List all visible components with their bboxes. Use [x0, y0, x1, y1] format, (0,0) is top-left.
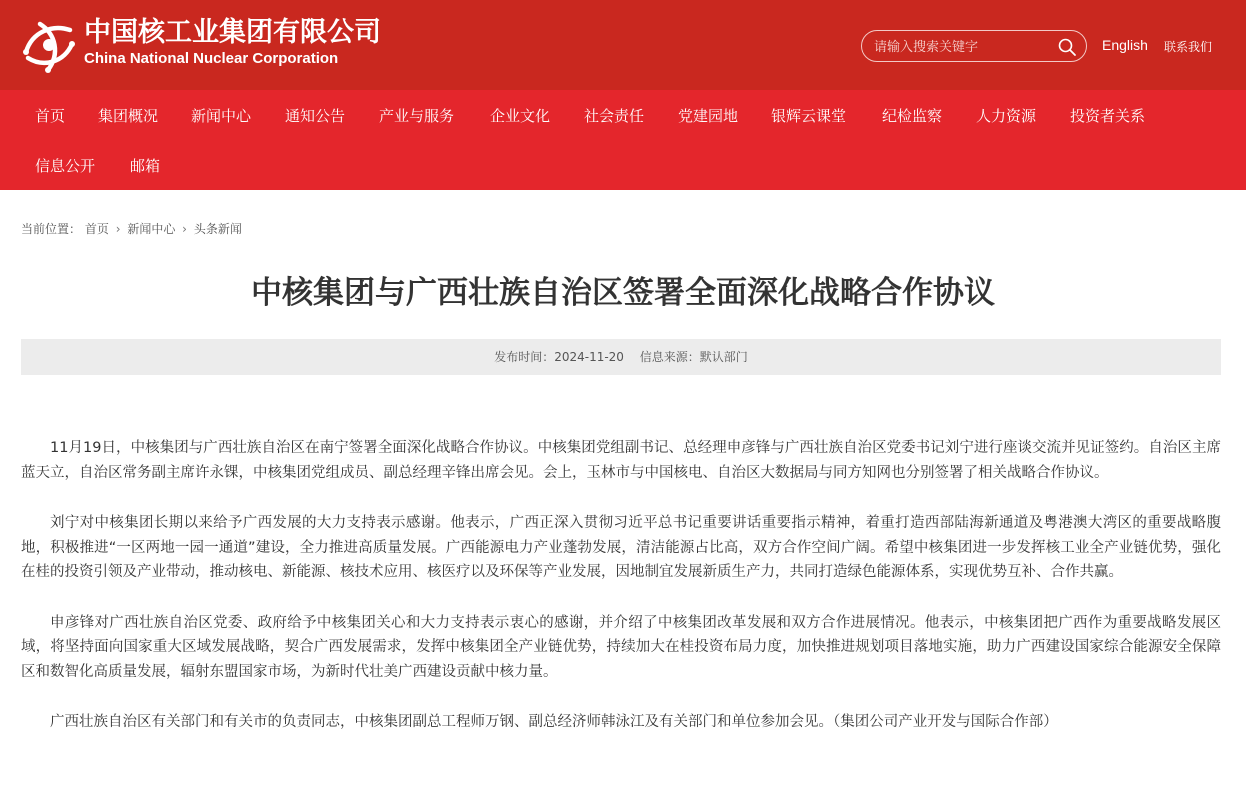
site-header: [0, 0, 1246, 90]
nav-item-yinhui-classroom[interactable]: 银辉云课堂: [771, 107, 847, 125]
search-input[interactable]: [874, 37, 1054, 57]
breadcrumb: [21, 220, 242, 237]
source-label: 信息来源：: [639, 350, 700, 364]
nav-item-hr[interactable]: 人力资源: [976, 107, 1037, 125]
nav-item-group-overview[interactable]: 集团概况: [98, 107, 159, 125]
breadcrumb-headlines[interactable]: 头条新闻: [193, 222, 242, 236]
article-paragraph: 刘宁对中核集团长期以来给予广西发展的大力支持表示感谢。他表示，广西正深入贯彻习近平总书记重要讲话重要指示精神，着重打造西部陆海新通道及粤港澳大湾区的重要战略腹地，积极推进“一区两地一园一通道”建设，全力推进高质量发展。广西能源电力产业蓬勃发展，清洁能源占比高，双方合作空间广阔。希望中核集团进一步发挥核工业全产业链优势，强化在桂的投资引领及产业带动，推动核电、新能源、核技术应用、核医疗以及环保等产业发展，因地制宜发展新质生产力，共同打造绿色能源体系，实现优势互补、合作共赢。: [21, 515, 1221, 580]
contact-us-link[interactable]: 联系我们: [1164, 40, 1213, 54]
article-title: 中核集团与广西壮族自治区签署全面深化战略合作协议: [251, 275, 995, 311]
nav-item-home[interactable]: 首页: [35, 107, 66, 125]
main-nav: [0, 90, 1246, 190]
nav-item-social-responsibility[interactable]: 社会责任: [584, 107, 645, 125]
publish-label: 发布时间：: [494, 350, 555, 364]
breadcrumb-news-center[interactable]: 新闻中心: [127, 222, 176, 236]
article-meta: [21, 339, 1221, 375]
nav-item-mailbox[interactable]: 邮箱: [130, 157, 161, 175]
breadcrumb-separator: ›: [182, 222, 187, 236]
nav-item-party-building[interactable]: 党建园地: [678, 107, 739, 125]
cnnc-logo-icon[interactable]: [18, 14, 80, 76]
article-paragraph: 广西壮族自治区有关部门和有关市的负责同志，中核集团副总工程师万钢、副总经济师韩泳江及有关部门和单位参加会见。（集团公司产业开发与国际合作部）: [50, 714, 1058, 730]
publish-date: 2024-11-20: [554, 350, 624, 364]
publish-info: [494, 350, 624, 364]
source-info: [640, 350, 748, 364]
nav-item-disclosure[interactable]: 信息公开: [35, 157, 96, 175]
article-body: [21, 436, 1221, 761]
breadcrumb-label: 当前位置：: [21, 222, 82, 236]
article-paragraph: 申彦锋对广西壮族自治区党委、政府给予中核集团关心和大力支持表示衷心的感谢，并介绍了中核集团改革发展和双方合作进展情况。他表示，中核集团把广西作为重要战略发展区域，将坚持面向国家重大区域发展战略，契合广西发展需求，发挥中核集团全产业链优势，持续加大在桂投资布局力度，加快推进规划项目落地实施，助力广西建设国家综合能源安全保障区和数智化高质量发展，辐射东盟国家市场，为新时代壮美广西建设贡献中核力量。: [21, 614, 1221, 680]
article-paragraph: 11月19日，中核集团与广西壮族自治区在南宁签署全面深化战略合作协议。中核集团党组副书记、总经理申彦锋与广西壮族自治区党委书记刘宁进行座谈交流并见证签约。自治区主席蓝天立，自治区常务副主席许永锞，中核集团党组成员、副总经理辛锋出席会见。会上，玉林市与中国核电、自治区大数据局与同方知网也分别签署了相关战略合作协议。: [21, 440, 1221, 481]
brand-name-en[interactable]: China National Nuclear Corporation: [84, 50, 339, 67]
breadcrumb-home[interactable]: 首页: [84, 222, 109, 236]
nav-item-discipline[interactable]: 纪检监察: [882, 107, 943, 125]
brand-name-cn[interactable]: 中国核工业集团有限公司: [84, 17, 381, 48]
nav-item-notices[interactable]: 通知公告: [285, 107, 346, 125]
nav-item-culture[interactable]: 企业文化: [490, 107, 551, 125]
nav-item-investor-relations[interactable]: 投资者关系: [1070, 107, 1146, 125]
search-icon[interactable]: [1057, 37, 1077, 57]
breadcrumb-separator: ›: [115, 222, 121, 236]
nav-item-industry-services[interactable]: 产业与服务: [379, 107, 455, 125]
english-link[interactable]: English: [1102, 37, 1148, 53]
search-box: [861, 30, 1087, 62]
source-value: 默认部门: [699, 350, 748, 364]
nav-item-news-center[interactable]: 新闻中心: [191, 107, 252, 125]
